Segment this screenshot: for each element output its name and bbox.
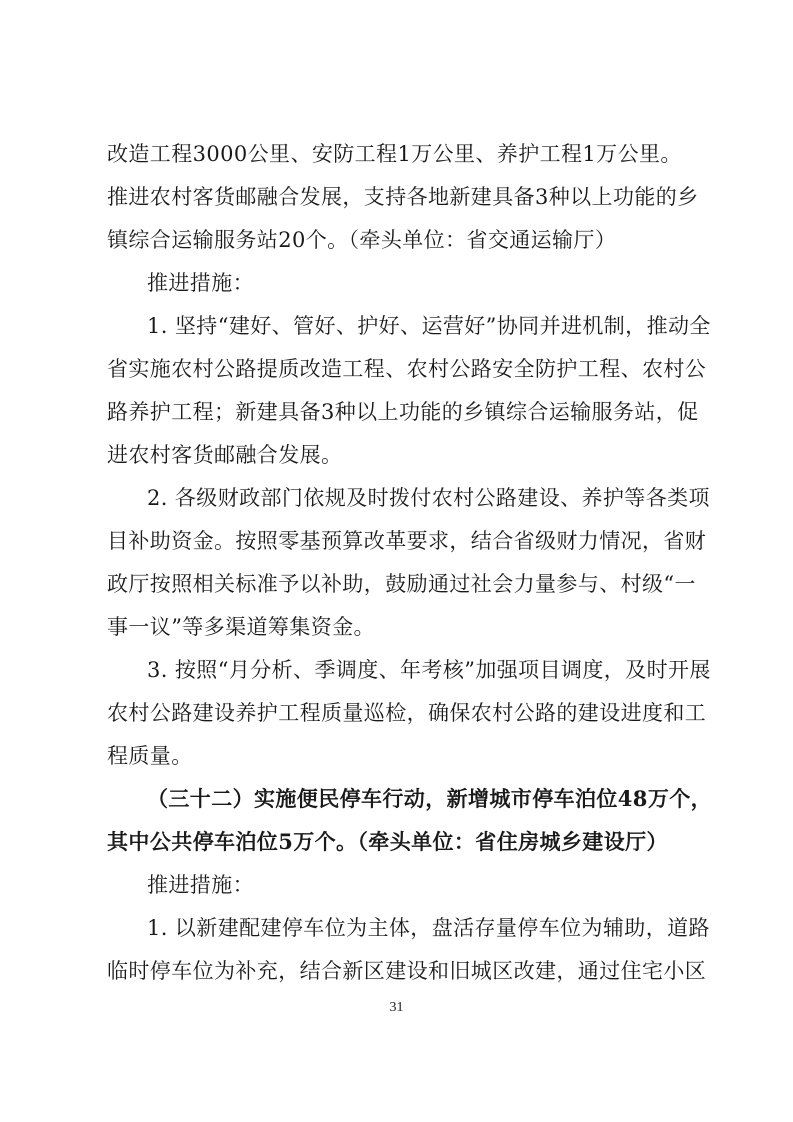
text-line: 2. 各级财政部门依规及时拨付农村公路建设、养护等各类项: [147, 486, 710, 510]
text-line: 1. 坚持“建好、管好、护好、运营好”协同并进机制，推动全: [147, 314, 711, 338]
section-label: 推进措施：: [147, 271, 254, 295]
section-heading: 其中公共停车泊位5万个。（牵头单位：省住房城乡建设厅）: [107, 829, 668, 854]
text-line: 省实施农村公路提质改造工程、农村公路安全防护工程、农村公: [107, 357, 707, 381]
text-line: 临时停车位为补充，结合新区建设和旧城区改建，通过住宅小区: [107, 959, 707, 983]
text-line: 改造工程3000公里、安防工程1万公里、养护工程1万公里。: [107, 142, 682, 166]
text-line: 推进农村客货邮融合发展，支持各地新建具备3种以上功能的乡: [107, 185, 699, 209]
text-line: 政厅按照相关标准予以补助，鼓励通过社会力量参与、村级“一: [107, 572, 696, 596]
text-line: 进农村客货邮融合发展。: [107, 443, 343, 467]
text-line: 镇综合运输服务站20个。（牵头单位：省交通运输厅）: [107, 228, 617, 252]
text-line: 目补助资金。按照零基预算改革要求，结合省级财力情况，省财: [107, 529, 707, 553]
text-line: 农村公路建设养护工程质量巡检，确保农村公路的建设进度和工: [107, 701, 707, 725]
text-line: 3. 按照“月分析、季调度、年考核”加强项目调度，及时开展: [147, 658, 711, 682]
page-number: 31: [389, 1000, 404, 1015]
section-label: 推进措施：: [147, 873, 254, 897]
section-heading: （三十二）实施便民停车行动，新增城市停车泊位48万个，: [147, 786, 713, 811]
text-line: 事一议”等多渠道筹集资金。: [107, 615, 375, 639]
text-line: 1. 以新建配建停车位为主体，盘活存量停车位为辅助，道路: [147, 916, 710, 940]
text-line: 路养护工程；新建具备3种以上功能的乡镇综合运输服务站，促: [107, 400, 699, 424]
text-line: 程质量。: [107, 744, 193, 768]
